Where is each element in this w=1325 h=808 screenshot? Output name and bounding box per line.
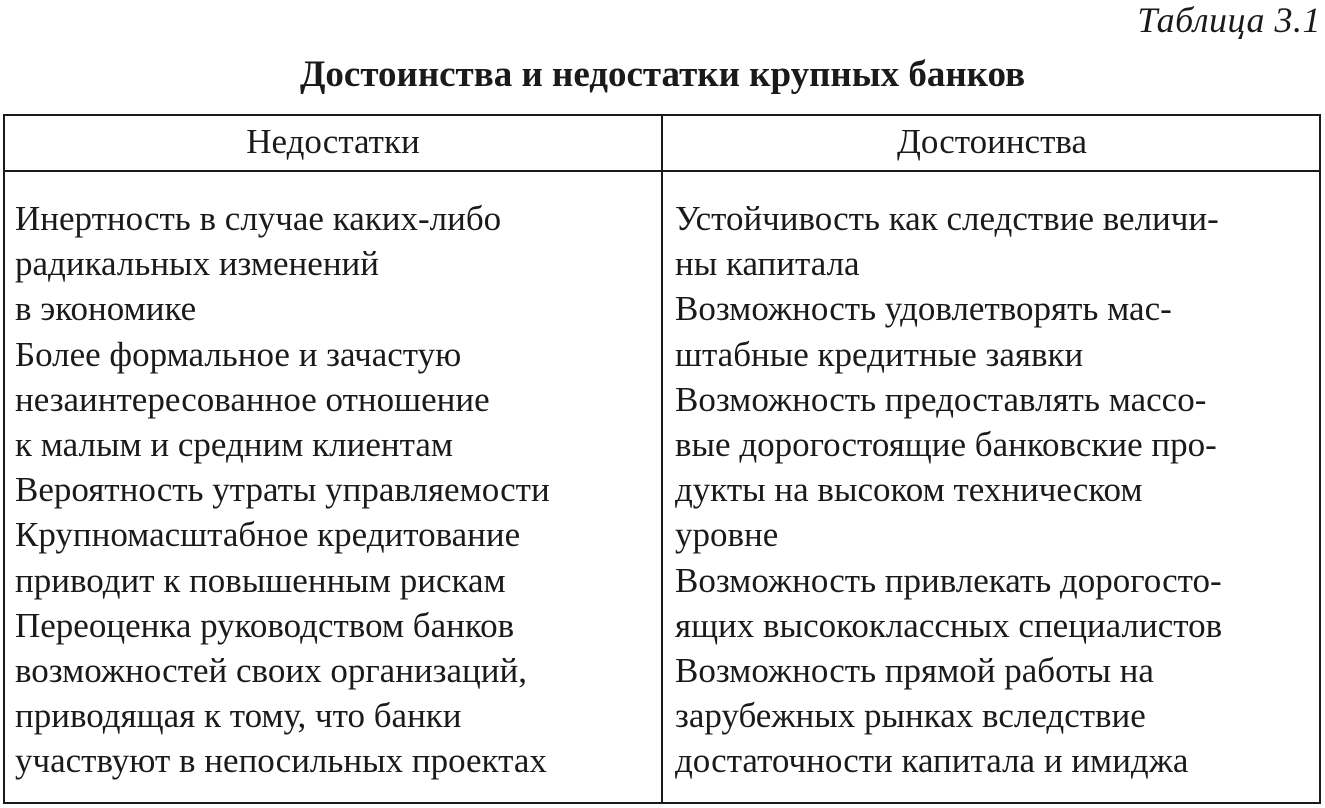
disadvantages-line: в экономике [15, 289, 197, 329]
advantages-line: уровне [675, 515, 779, 555]
advantages-line: зарубежных рынках вследствие [675, 696, 1146, 736]
advantages-line: Возможность удовлетворять мас- [675, 289, 1172, 329]
disadvantages-line: Переоценка руководством банков [15, 605, 515, 645]
disadvantages-line: радикальных изменений [15, 244, 380, 284]
disadvantages-line: Инертность в случае каких-либо [15, 199, 502, 238]
advantages-line: ны капитала [675, 244, 860, 284]
disadvantages-line: приводит к повышенным рискам [15, 560, 506, 600]
header-advantages: Достоинства [896, 122, 1087, 161]
disadvantages-cell [15, 196, 655, 784]
table-title: Достоинства и недостатки крупных банков [299, 54, 1026, 95]
disadvantages-line: Вероятность утраты управляемости [15, 470, 550, 510]
advantages-line: Возможность предоставлять массо- [675, 379, 1207, 419]
disadvantages-line: возможностей своих организаций, [15, 651, 527, 691]
advantages-line: достаточности капитала и имиджа [675, 741, 1189, 781]
disadvantages-line: Крупномасштабное кредитование [15, 515, 521, 555]
advantages-line: вые дорогостоящие банковские про- [675, 425, 1217, 465]
header-disadvantages: Недостатки [246, 122, 420, 161]
table-number: Таблица 3.1 [1137, 0, 1321, 40]
disadvantages-line: к малым и средним клиентам [15, 425, 454, 465]
disadvantages-line: участвуют в непосильных проектах [15, 741, 547, 781]
column-divider [661, 116, 663, 802]
disadvantages-line: незаинтересованное отношение [15, 379, 490, 419]
advantages-line: Возможность прямой работы на [675, 651, 1154, 691]
advantages-cell [675, 196, 1315, 784]
advantages-line: дукты на высоком техническом [675, 470, 1143, 510]
disadvantages-line: приводящая к тому, что банки [15, 696, 462, 736]
advantages-line: штабные кредитные заявки [675, 334, 1084, 374]
advantages-line: Устойчивость как следствие величи- [675, 199, 1219, 238]
advantages-line: Возможность привлекать дорогосто- [675, 560, 1222, 600]
disadvantages-line: Более формальное и зачастую [15, 334, 462, 374]
advantages-line: ящих высококлассных специалистов [675, 605, 1223, 645]
comparison-table [3, 114, 1321, 804]
